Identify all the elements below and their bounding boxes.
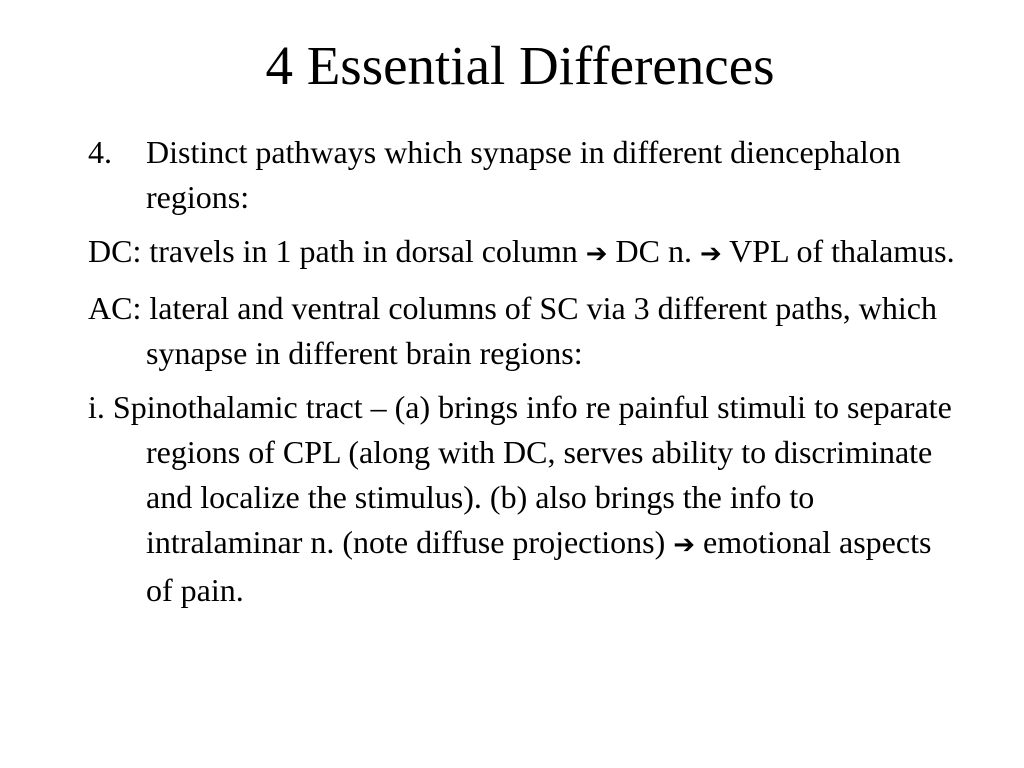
spinothalamic-text-1: i. Spinothalamic tract – (a) brings info re painful stimuli to separate regions of CPL (along with DC, serves ability to discriminate and localize the stimulus). (b) also brings the info to intralaminar n. (note diffuse projections)	[88, 389, 952, 560]
spinothalamic-text-2: emotional aspects of pain.	[146, 524, 932, 608]
dc-pathway	[88, 229, 968, 277]
dc-pathway-text-2: DC n.	[607, 233, 700, 269]
dc-pathway-text-3: VPL of thalamus.	[721, 233, 955, 269]
ac-pathway-text: AC: lateral and ventral columns of SC via 3 different paths, which synapse in different brain regions:	[88, 290, 937, 371]
right-arrow-icon: ➔	[585, 239, 608, 269]
point-4-text: Distinct pathways which synapse in different diencephalon regions:	[146, 134, 901, 215]
right-arrow-icon: ➔	[673, 530, 696, 560]
right-arrow-icon: ➔	[699, 239, 722, 269]
point-4-number: 4.	[88, 134, 112, 170]
ac-pathway	[88, 286, 968, 376]
spinothalamic-tract	[88, 385, 966, 613]
point-4	[88, 130, 968, 220]
slide-title: 4 Essential Differences	[265, 35, 775, 96]
slide-body	[88, 130, 968, 622]
dc-pathway-text-1: DC: travels in 1 path in dorsal column	[88, 233, 586, 269]
